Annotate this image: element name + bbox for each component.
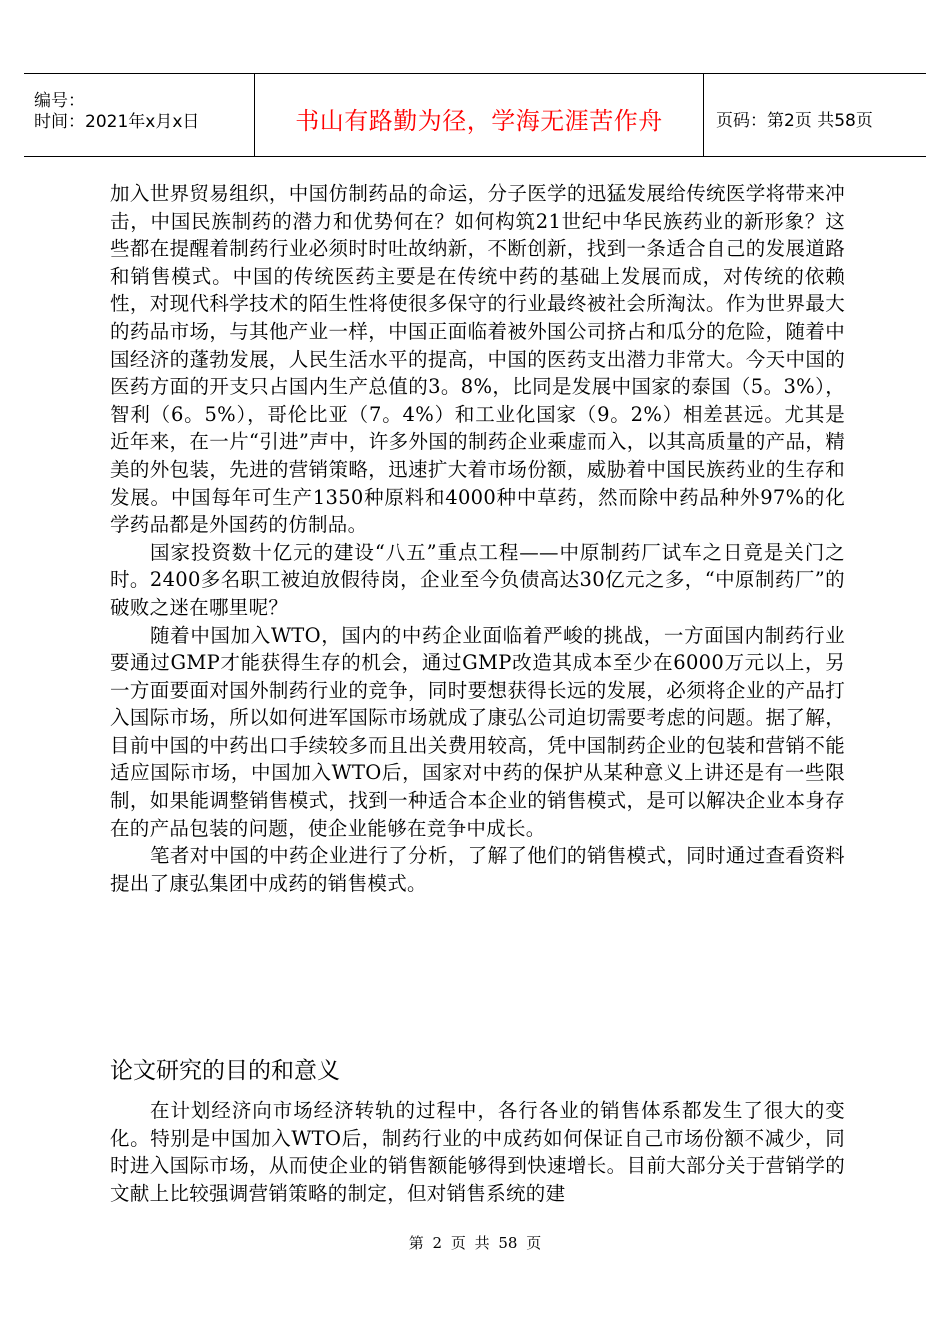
- page-header: [24, 73, 926, 157]
- section-heading: 论文研究的目的和意义: [110, 1058, 340, 1084]
- header-page-cell: [703, 74, 926, 156]
- document-number-label: 编号：: [34, 91, 85, 111]
- document-time-label: 时间：2021年x月x日: [34, 112, 200, 132]
- paragraph-wto-challenge: 随着中国加入WTO，国内的中药企业面临着严峻的挑战，一方面国内制药行业要通过GMP才能获得生存的机会，通过GMP改造其成本至少在6000万元以上，另一方面要面对国外制药行业的竞争，同时要想获得长远的发展，必须将企业的产品打入国际市场，所以如何进军国际市场就成了康弘公司迫切需要考虑的问题。据了解，目前中国的中药出口手续较多而且出关费用较高，凭中国制药企业的包装和营销不能适应国际市场，中国加入WTO后，国家对中药的保护从某种意义上讲还是有一些限制，如果能调整销售模式，找到一种适合本企业的销售模式，是可以解决企业本身存在的产品包装的问题，使企业能够在竞争中成长。: [110, 623, 845, 840]
- paragraph-research-purpose: 在计划经济向市场经济转轨的过程中，各行各业的销售体系都发生了很大的变化。特别是中国加入WTO后，制药行业的中成药如何保证自己市场份额不减少，同时进入国际市场，从而使企业的销售额能够得到快速增长。目前大部分关于营销学的文献上比较强调营销策略的制定，但对销售系统的建: [110, 1099, 845, 1205]
- section-text-block: [110, 1097, 845, 1207]
- header-page-code: 页码：第2页 共58页: [716, 111, 873, 131]
- main-text-block: [110, 180, 845, 897]
- paragraph-zhongyuan-pharma: 国家投资数十亿元的建设“八五”重点工程——中原制药厂试车之日竟是关门之时。2400多名职工被迫放假待岗，企业至今负债高达30亿元之多，“中原制药厂”的破败之迷在哪里呢？: [110, 540, 845, 619]
- header-motto-cell: [254, 74, 704, 156]
- paragraph-author-analysis: 笔者对中国的中药企业进行了分析，了解了他们的销售模式，同时通过查看资料提出了康弘集团中成药的销售模式。: [110, 844, 845, 895]
- header-info-cell: [24, 74, 254, 156]
- page-footer: 第 2 页 共 58 页: [408, 1234, 542, 1252]
- header-motto: 书山有路勤为径，学海无涯苦作舟: [295, 107, 663, 135]
- paragraph-wto-context: 加入世界贸易组织，中国仿制药品的命运，分子医学的迅猛发展给传统医学将带来冲击，中国民族制药的潜力和优势何在？如何构筑21世纪中华民族药业的新形象？这些都在提醒着制药行业必须时时吐故纳新，不断创新，找到一条适合自己的发展道路和销售模式。中国的传统医药主要是在传统中药的基础上发展而成，对传统的依赖性，对现代科学技术的陌生性将使很多保守的行业最终被社会所淘汰。作为世界最大的药品市场，与其他产业一样，中国正面临着被外国公司挤占和瓜分的危险，随着中国经济的蓬勃发展，人民生活水平的提高，中国的医药支出潜力非常大。今天中国的医药方面的开支只占国内生产总值的3。8%，比同是发展中国家的泰国（5。3%），智利（6。5%），哥伦比亚（7。4%）和工业化国家（9。2%）相差甚远。尤其是近年来，在一片“引进”声中，许多外国的制药企业乘虚而入，以其高质量的产品，精美的外包装，先进的营销策略，迅速扩大着市场份额，威胁着中国民族药业的生存和发展。中国每年可生产1350种原料和4000种中草药，然而除中药品种外97%的化学药品都是外国药的仿制品。: [110, 182, 845, 537]
